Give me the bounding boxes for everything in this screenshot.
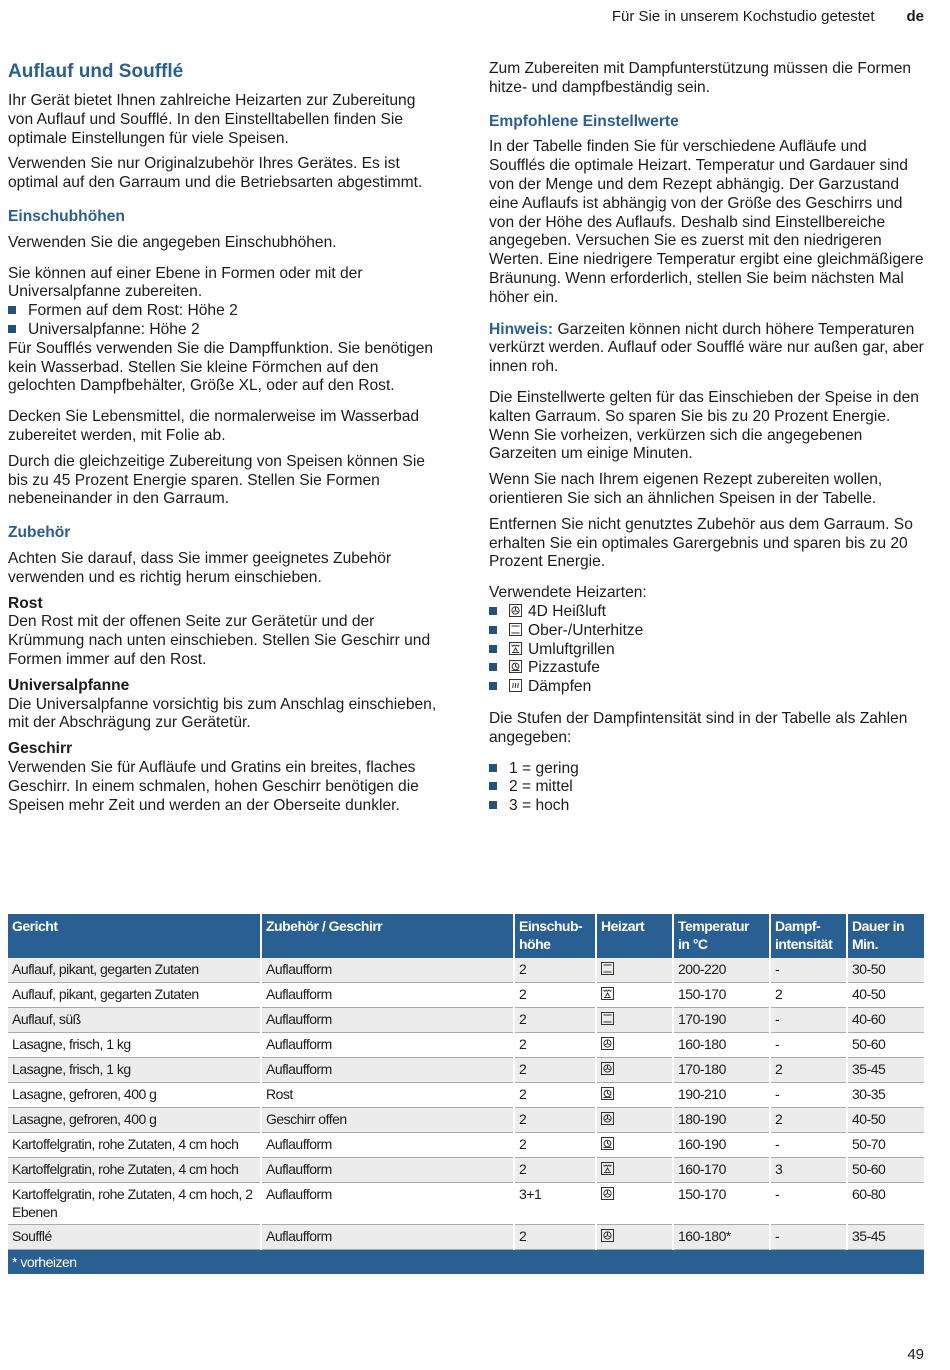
- duration-cell: 50-60: [847, 1158, 924, 1183]
- heating-mode-cell: [596, 1108, 673, 1133]
- bullet-icon: [8, 306, 16, 314]
- page-number: 49: [907, 1346, 924, 1363]
- duration-cell: 60-80: [847, 1183, 924, 1225]
- table-header-row: [8, 914, 924, 958]
- circulated-air-grill-icon: [509, 642, 522, 655]
- top-bottom-heat-icon: [601, 962, 614, 975]
- heading-einschubhoehen: Einschubhöhen: [8, 207, 125, 225]
- heating-mode-label: Pizzastufe: [528, 659, 600, 677]
- dish-cell: Auflauf, süß: [8, 1008, 261, 1033]
- column-header: Zubehör / Geschirr: [261, 914, 514, 958]
- dish-cell: Kartoffelgratin, rohe Zutaten, 4 cm hoch, 2 Ebenen: [8, 1183, 261, 1225]
- heading-universalpfanne: Universalpfanne: [8, 676, 130, 694]
- accessory-cell: Auflaufform: [261, 983, 514, 1008]
- heating-mode-label: Dämpfen: [528, 678, 592, 696]
- table-row: [8, 983, 924, 1008]
- duration-cell: 30-50: [847, 958, 924, 983]
- 4d-hot-air-icon: [601, 1062, 614, 1075]
- list-item: [489, 678, 925, 697]
- steam-intensity-cell: -: [770, 1183, 847, 1225]
- temperature-cell: 170-180: [673, 1058, 770, 1083]
- 4d-hot-air-icon: [601, 1037, 614, 1050]
- dish-cell: Lasagne, frisch, 1 kg: [8, 1058, 261, 1083]
- dish-cell: Lasagne, gefroren, 400 g: [8, 1108, 261, 1133]
- temperature-cell: 160-190: [673, 1133, 770, 1158]
- duration-cell: 50-60: [847, 1033, 924, 1058]
- hinweis-label: Hinweis:: [489, 320, 554, 338]
- rack-level-cell: 2: [514, 983, 596, 1008]
- circulated-air-grill-icon: [601, 987, 614, 1000]
- rost-text: Den Rost mit der offenen Seite zur Gerätetür und der Krümmung nach unten einschieben. Stellen Sie Geschirr und Formen immer auf den Rost.: [8, 613, 431, 668]
- steam-level-label: 2 = mittel: [509, 778, 573, 796]
- column-header: Dauer in Min.: [847, 914, 924, 958]
- rack-level-cell: 2: [514, 1008, 596, 1033]
- temperature-cell: 160-180*: [673, 1225, 770, 1250]
- own-recipe-paragraph: Wenn Sie nach Ihrem eigenen Rezept zubereiten wollen, orientieren Sie sich an ähnlichen Speisen in der Tabelle.: [489, 471, 883, 507]
- bullet-icon: [489, 645, 497, 653]
- heating-mode-label: Ober-/Unterhitze: [528, 621, 644, 639]
- column-header: Heizart: [596, 914, 673, 958]
- accessory-cell: Auflaufform: [261, 958, 514, 983]
- steam-icon: [509, 679, 522, 692]
- temperature-cell: 200-220: [673, 958, 770, 983]
- steam-levels-list: [489, 760, 925, 816]
- 4d-hot-air-icon: [601, 1229, 614, 1242]
- list-item: Universalpfanne: Höhe 2: [8, 321, 438, 340]
- list-item: [489, 797, 925, 816]
- temperature-cell: 150-170: [673, 1183, 770, 1225]
- steam-intensity-cell: -: [770, 1225, 847, 1250]
- accessory-cell: Auflaufform: [261, 1008, 514, 1033]
- dish-cell: Auflauf, pikant, gegarten Zutaten: [8, 983, 261, 1008]
- rack-level-cell: 2: [514, 1158, 596, 1183]
- dish-cell: Soufflé: [8, 1225, 261, 1250]
- 4d-hot-air-icon: [601, 1112, 614, 1125]
- accessory-cell: Auflaufform: [261, 1158, 514, 1183]
- energy-paragraph: Durch die gleichzeitige Zubereitung von Speisen können Sie bis zu 45 Prozent Energie sparen. Stellen Sie Formen nebeneinander in den Garraum.: [8, 452, 425, 508]
- heading-empfohlene-einstellwerte: Empfohlene Einstellwerte: [489, 112, 679, 130]
- bullet-icon: [489, 607, 497, 615]
- temperature-cell: 180-190: [673, 1108, 770, 1133]
- table-row: [8, 1225, 924, 1250]
- table-row: [8, 1033, 924, 1058]
- column-header: Einschub- höhe: [514, 914, 596, 958]
- steam-intensity-cell: -: [770, 1083, 847, 1108]
- steam-intensity-cell: -: [770, 1033, 847, 1058]
- intro-paragraph: Ihr Gerät bietet Ihnen zahlreiche Heizarten zur Zubereitung von Auflauf und Soufflé. In den Einstelltabellen finden Sie optimale Einstellungen für viele Speisen.: [8, 92, 416, 147]
- 4d-hot-air-icon: [509, 604, 522, 617]
- list-item: [489, 622, 925, 641]
- language-code: de: [906, 8, 924, 25]
- dish-cell: Auflauf, pikant, gegarten Zutaten: [8, 958, 261, 983]
- pizza-setting-icon: [601, 1137, 614, 1150]
- remove-accessory-paragraph: Entfernen Sie nicht genutztes Zubehör aus dem Garraum. So erhalten Sie ein optimales Garergebnis und sparen bis zu 20 Prozent Energie.: [489, 515, 913, 571]
- top-bottom-heat-icon: [601, 1012, 614, 1025]
- table-row: [8, 958, 924, 983]
- heating-mode-label: Umluftgrillen: [528, 640, 615, 658]
- accessory-cell: Auflaufform: [261, 1033, 514, 1058]
- settings-table: [8, 914, 924, 1274]
- duration-cell: 40-50: [847, 983, 924, 1008]
- hinweis-paragraph: Hinweis: Garzeiten können nicht durch höhere Temperaturen verkürzt werden. Auflauf oder Soufflé wäre nur außen gar, aber innen roh.: [489, 320, 924, 376]
- list-item: [489, 641, 925, 660]
- bullet-icon: [489, 663, 497, 671]
- list-item: [489, 778, 925, 797]
- rack-level-cell: 3+1: [514, 1183, 596, 1225]
- heating-mode-cell: [596, 1008, 673, 1033]
- bullet-icon: [489, 801, 497, 809]
- dish-cell: Kartoffelgratin, rohe Zutaten, 4 cm hoch: [8, 1158, 261, 1183]
- accessory-cell: Auflaufform: [261, 1058, 514, 1083]
- foil-paragraph: Decken Sie Lebensmittel, die normalerweise im Wasserbad zubereitet werden, mit Folie ab.: [8, 408, 420, 444]
- steam-intensity-cell: -: [770, 1133, 847, 1158]
- table-row: [8, 1158, 924, 1183]
- table-row: [8, 1058, 924, 1083]
- rack-level-cell: 2: [514, 1108, 596, 1133]
- heating-modes-intro: Verwendete Heizarten:: [489, 584, 647, 602]
- bullet-icon: [489, 764, 497, 772]
- table-row: [8, 1183, 924, 1225]
- table-row: [8, 1008, 924, 1033]
- heating-modes-list: [489, 603, 925, 697]
- bullet-icon: [489, 682, 497, 690]
- duration-cell: 50-70: [847, 1133, 924, 1158]
- heating-mode-cell: [596, 983, 673, 1008]
- section-title: Auflauf und Soufflé: [8, 61, 184, 82]
- rack-level-cell: 2: [514, 1058, 596, 1083]
- accessory-cell: Auflaufform: [261, 1183, 514, 1225]
- dish-cell: Kartoffelgratin, rohe Zutaten, 4 cm hoch: [8, 1133, 261, 1158]
- heating-mode-cell: [596, 1158, 673, 1183]
- duration-cell: 40-50: [847, 1108, 924, 1133]
- temperature-cell: 170-190: [673, 1008, 770, 1033]
- duration-cell: 35-45: [847, 1058, 924, 1083]
- duration-cell: 35-45: [847, 1225, 924, 1250]
- left-column: [8, 60, 438, 815]
- temperature-cell: 160-180: [673, 1033, 770, 1058]
- steam-intensity-cell: -: [770, 1008, 847, 1033]
- steam-levels-intro: Die Stufen der Dampfintensität sind in der Tabelle als Zahlen angegeben:: [489, 709, 908, 746]
- heating-mode-cell: [596, 1058, 673, 1083]
- temperature-cell: 150-170: [673, 983, 770, 1008]
- steam-intensity-cell: 2: [770, 1108, 847, 1133]
- steam-level-label: 1 = gering: [509, 759, 579, 777]
- one-level-paragraph: Sie können auf einer Ebene in Formen oder mit der Universalpfanne zubereiten.: [8, 264, 363, 301]
- heating-mode-cell: [596, 1133, 673, 1158]
- heating-mode-cell: [596, 1225, 673, 1250]
- table-row: [8, 1108, 924, 1133]
- running-header: [0, 8, 924, 28]
- heading-zubehoer: Zubehör: [8, 524, 71, 542]
- bullet-icon: [8, 325, 16, 333]
- bullet-icon: [489, 626, 497, 634]
- cold-oven-paragraph: Die Einstellwerte gelten für das Einschieben der Speise in den kalten Garraum. So sparen Sie bis zu 20 Prozent Energie. Wenn Sie vorheizen, verkürzen sich die angegebenen Garzeiten um einige Minuten.: [489, 388, 919, 463]
- accessory-cell: Rost: [261, 1083, 514, 1108]
- duration-cell: 30-35: [847, 1083, 924, 1108]
- dish-cell: Lasagne, frisch, 1 kg: [8, 1033, 261, 1058]
- accessory-cell: Auflaufform: [261, 1225, 514, 1250]
- bullet-icon: [489, 782, 497, 790]
- rack-level-cell: 2: [514, 1033, 596, 1058]
- accessory-note: Achten Sie darauf, dass Sie immer geeignetes Zubehör verwenden und es richtig herum einschieben.: [8, 549, 392, 586]
- heating-mode-cell: [596, 958, 673, 983]
- 4d-hot-air-icon: [601, 1187, 614, 1200]
- accessory-cell: Geschirr offen: [261, 1108, 514, 1133]
- duration-cell: 40-60: [847, 1008, 924, 1033]
- accessory-paragraph: Verwenden Sie nur Originalzubehör Ihres Gerätes. Es ist optimal auf den Garraum und die Betriebsarten abgestimmt.: [8, 155, 423, 192]
- pizza-setting-icon: [509, 660, 522, 673]
- heating-mode-cell: [596, 1083, 673, 1108]
- column-header: Temperatur in °C: [673, 914, 770, 958]
- pizza-setting-icon: [601, 1087, 614, 1100]
- top-bottom-heat-icon: [509, 623, 522, 636]
- temperature-cell: 160-170: [673, 1158, 770, 1183]
- steam-forms-paragraph: Zum Zubereiten mit Dampfunterstützung müssen die Formen hitze- und dampfbeständig sein.: [489, 60, 912, 96]
- heading-geschirr: Geschirr: [8, 740, 73, 758]
- list-item: [489, 760, 925, 779]
- column-header: Dampf- intensität: [770, 914, 847, 958]
- list-item: [489, 603, 925, 622]
- list-item: [489, 659, 925, 678]
- right-column: [489, 60, 925, 816]
- accessory-cell: Auflaufform: [261, 1133, 514, 1158]
- table-footnote: * vorheizen: [8, 1250, 924, 1275]
- steam-intensity-cell: 3: [770, 1158, 847, 1183]
- table-row: [8, 1083, 924, 1108]
- recommended-paragraph: In der Tabelle finden Sie für verschiedene Aufläufe und Soufflés die optimale Heizart. Temperatur und Gardauer sind von der Menge und dem Rezept abhängig. Der Garzustand eine Auflaufs ist abhängig von der Größe des Geschirrs und von der Höhe des Auflaufs. Deshalb sind Einstellbereiche angegeben. Versuchen Sie es zuerst mit den niedrigeren Werten. Eine niedrigere Temperatur ergibt eine gleichmäßigere Bräunung. Wenn erforderlich, stellen Sie beim nächsten Mal höher ein.: [489, 138, 924, 306]
- souffle-paragraph: Für Soufflés verwenden Sie die Dampffunktion. Sie benötigen kein Wasserbad. Stellen Sie kleine Förmchen auf den gelochten Dampfbehälter, Größe XL, oder auf den Rost.: [8, 339, 434, 395]
- rack-level-cell: 2: [514, 1225, 596, 1250]
- rack-level-cell: 2: [514, 1133, 596, 1158]
- column-header: Gericht: [8, 914, 261, 958]
- running-title: Für Sie in unserem Kochstudio getestet: [611, 8, 875, 25]
- steam-intensity-cell: 2: [770, 1058, 847, 1083]
- rack-level-cell: 2: [514, 958, 596, 983]
- heating-mode-label: 4D Heißluft: [528, 602, 606, 620]
- list-item: Formen auf dem Rost: Höhe 2: [8, 302, 438, 321]
- heating-mode-cell: [596, 1033, 673, 1058]
- dish-cell: Lasagne, gefroren, 400 g: [8, 1083, 261, 1108]
- steam-intensity-cell: 2: [770, 983, 847, 1008]
- circulated-air-grill-icon: [601, 1162, 614, 1175]
- table-row: [8, 1133, 924, 1158]
- steam-level-label: 3 = hoch: [509, 797, 570, 815]
- rack-height-paragraph: Verwenden Sie die angegeben Einschubhöhen.: [8, 233, 337, 251]
- heading-rost: Rost: [8, 594, 43, 612]
- geschirr-text: Verwenden Sie für Aufläufe und Gratins ein breites, flaches Geschirr. In einem schmalen, hohen Geschirr benötigen die Speisen mehr Zeit und werden an der Oberseite dunkler.: [8, 758, 419, 814]
- temperature-cell: 190-210: [673, 1083, 770, 1108]
- universalpfanne-text: Die Universalpfanne vorsichtig bis zum Anschlag einschieben, mit der Abschrägung zur Gerätetür.: [8, 695, 437, 732]
- steam-intensity-cell: -: [770, 958, 847, 983]
- heating-mode-cell: [596, 1183, 673, 1225]
- rack-level-cell: 2: [514, 1083, 596, 1108]
